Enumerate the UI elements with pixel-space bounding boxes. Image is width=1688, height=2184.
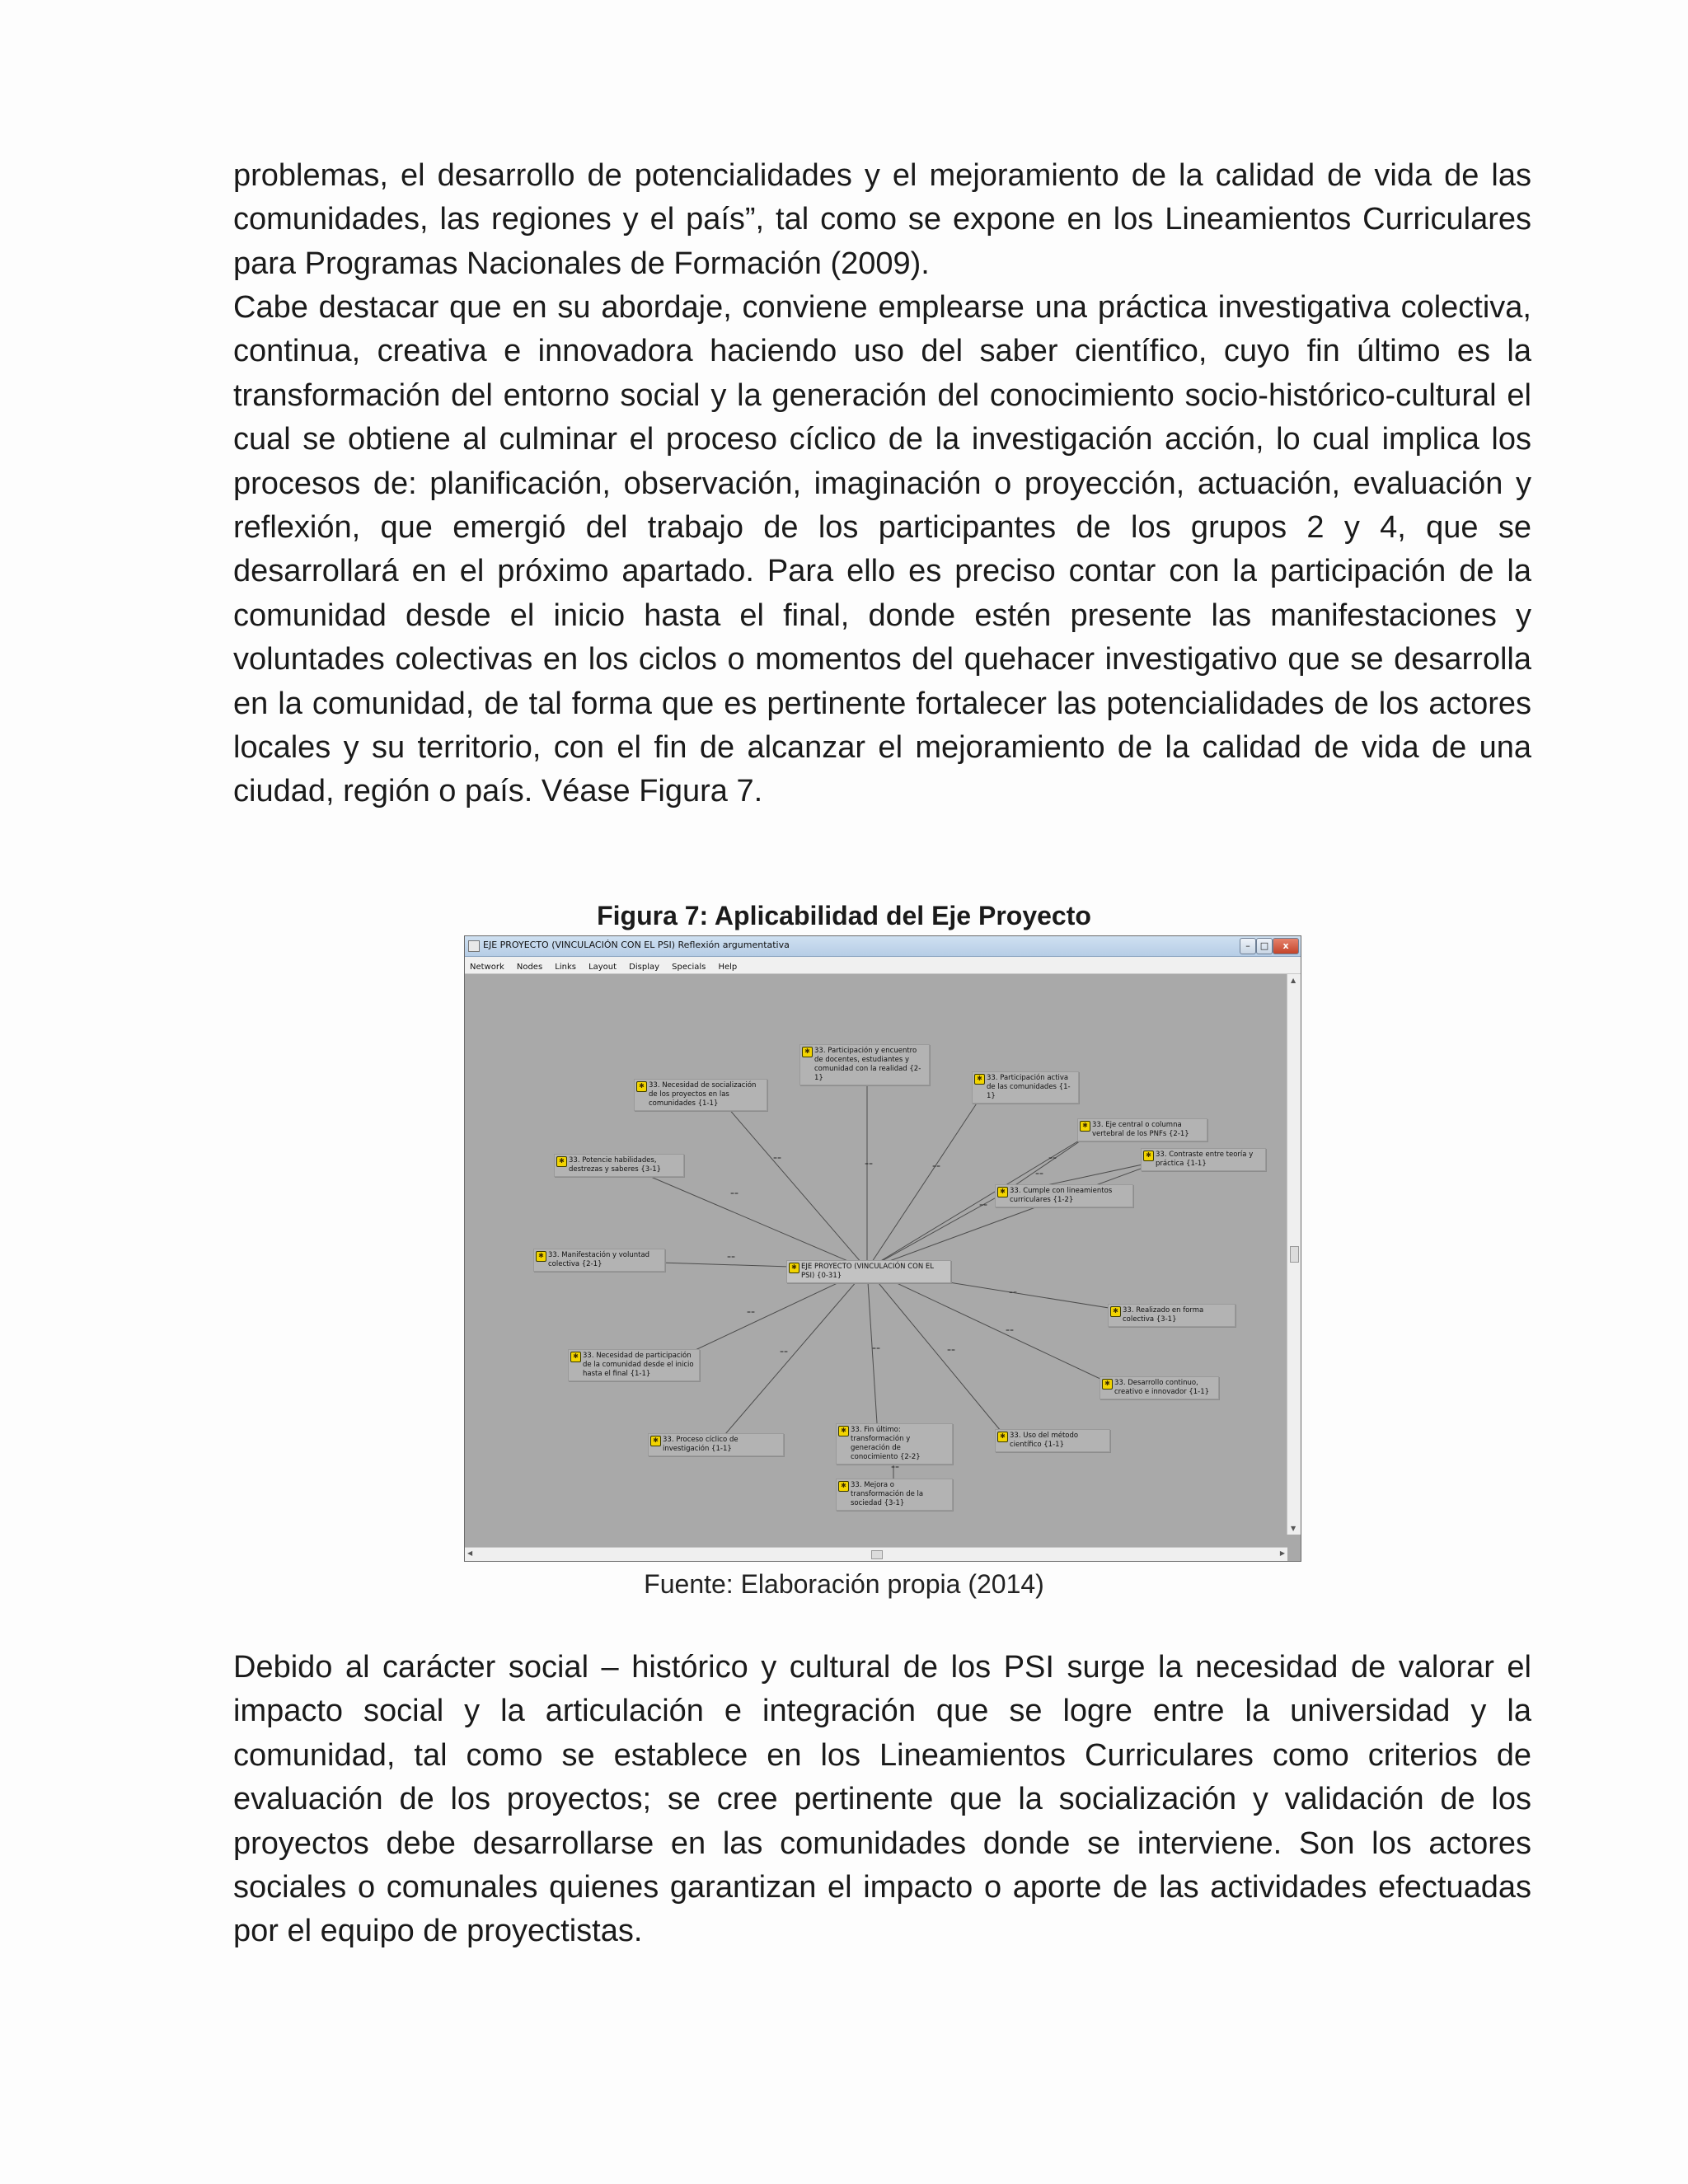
node-contraste[interactable] bbox=[1141, 1148, 1266, 1171]
maximize-button[interactable]: □ bbox=[1256, 938, 1273, 954]
code-node-icon: ✱ bbox=[1102, 1379, 1113, 1390]
minimize-button[interactable]: – bbox=[1240, 938, 1256, 954]
code-node-icon: ✱ bbox=[1080, 1121, 1090, 1132]
code-node-icon: ✱ bbox=[636, 1081, 647, 1092]
code-node-icon: ✱ bbox=[997, 1187, 1008, 1197]
scroll-up-icon[interactable]: ▲ bbox=[1291, 977, 1296, 984]
edge-participacion-activa bbox=[867, 1080, 992, 1269]
code-node-icon: ✱ bbox=[536, 1251, 546, 1262]
node-label: 33. Participación y encuentro de docentes, estudiantes y comunidad con la realidad {2-1} bbox=[814, 1047, 921, 1082]
edge-potencie bbox=[630, 1168, 867, 1269]
node-eje-central[interactable] bbox=[1077, 1118, 1207, 1141]
node-label: 33. Potencie habilidades, destrezas y saberes {3-1} bbox=[569, 1156, 662, 1174]
figure-source: Fuente: Elaboración propia (2014) bbox=[644, 1569, 1044, 1599]
edge-label: == bbox=[1009, 1290, 1018, 1296]
edge-label: == bbox=[1048, 1155, 1057, 1161]
node-fin-ultimo[interactable] bbox=[836, 1423, 953, 1465]
edge-ciclico bbox=[720, 1269, 867, 1440]
code-node-icon: ✱ bbox=[789, 1263, 799, 1273]
node-continuo[interactable] bbox=[1100, 1376, 1219, 1399]
node-label: 33. Cumple con lineamientos curriculares {1-2} bbox=[1010, 1187, 1113, 1204]
node-mejora[interactable] bbox=[836, 1479, 953, 1511]
node-manifestacion[interactable] bbox=[533, 1249, 665, 1272]
paragraph-1: problemas, el desarrollo de potencialidades y el mejoramiento de la calidad de vida de las comunidades, las regiones y el país”, tal como se expone en los Lineamientos Curriculares para Programas Nacionales de Formación (2009). bbox=[233, 158, 1531, 281]
menu-nodes[interactable]: Nodes bbox=[516, 963, 543, 972]
root-node[interactable] bbox=[786, 1260, 951, 1283]
code-node-icon: ✱ bbox=[838, 1426, 849, 1436]
edge-label: == bbox=[865, 1161, 874, 1167]
node-participacion-activa[interactable] bbox=[972, 1071, 1079, 1104]
node-socializacion[interactable] bbox=[634, 1079, 767, 1111]
node-label: 33. Fin último: transformación y generación de conocimiento {2-2} bbox=[851, 1426, 921, 1461]
edge-label: == bbox=[1006, 1328, 1015, 1333]
node-label: 33. Mejora o transformación de la sociedad {3-1} bbox=[851, 1481, 924, 1507]
paragraph-2: Cabe destacar que en su abordaje, conviene emplearse una práctica investigativa colectiva, continua, creativa e innovadora haciendo uso del saber científico, cuyo fin último es la transformación del entorno social y la generación del conocimiento socio-histórico-cultural el cual se obtiene al culminar el proceso cíclico de la investigación acción, lo cual implica los procesos de: planificación, observación, imaginación o proyección, actuación, evaluación y reflexión, que emergió del trabajo de los participantes de los grupos 2 y 4, que se desarrollará en el próximo apartado. Para ello es preciso contar con la participación de la comunidad desde el inicio hasta el final, donde estén presente las manifestaciones y voluntades colectivas en los ciclos o momentos del quehacer investigativo que se desarrolla en la comunidad, de tal forma que es pertinente fortalecer las potencialidades de los actores locales y su territorio, con el fin de alcanzar el mejoramiento de la calidad de vida de una ciudad, región o país. Véase Figura 7. bbox=[233, 290, 1531, 809]
node-label: EJE PROYECTO (VINCULACIÓN CON EL PSI) {0-31} bbox=[801, 1263, 935, 1280]
code-node-icon: ✱ bbox=[838, 1481, 849, 1492]
scroll-right-icon[interactable]: ▶ bbox=[1279, 1549, 1285, 1557]
edge-metodo bbox=[867, 1269, 1005, 1436]
edge-label: == bbox=[1035, 1171, 1044, 1177]
code-node-icon: ✱ bbox=[570, 1352, 581, 1362]
edge-socializacion bbox=[712, 1090, 867, 1269]
code-node-icon: ✱ bbox=[997, 1432, 1008, 1442]
code-node-icon: ✱ bbox=[1110, 1306, 1121, 1317]
node-label: 33. Proceso cíclico de investigación {1-1} bbox=[663, 1436, 738, 1453]
code-node-icon: ✱ bbox=[1143, 1151, 1154, 1161]
code-node-icon: ✱ bbox=[974, 1074, 985, 1085]
node-colectiva[interactable] bbox=[1108, 1304, 1236, 1327]
node-label: 33. Participación activa de las comunidades {1-1} bbox=[987, 1074, 1071, 1100]
edge-label: == bbox=[947, 1347, 956, 1353]
node-label: 33. Necesidad de participación de la comunidad desde el inicio hasta el final {1-1} bbox=[583, 1352, 694, 1378]
edge-label: == bbox=[747, 1310, 756, 1315]
close-button[interactable]: x bbox=[1273, 938, 1299, 954]
node-label: 33. Eje central o columna vertebral de los PNFs {2-1} bbox=[1092, 1121, 1189, 1138]
node-lineamientos[interactable] bbox=[995, 1184, 1133, 1207]
menu-links[interactable]: Links bbox=[555, 963, 576, 972]
paragraph-3: Debido al carácter social – histórico y cultural de los PSI surge la necesidad de valorar el impacto social y la articulación e integración que se logre entre la universidad y la comunidad, tal como se establece en los Lineamientos Curriculares como criterios de evaluación de los proyectos; se cree pertinente que la socialización y validación de los proyectos debe desarrollarse en las comunidades donde se interviene. Son los actores sociales o comunales quienes garantizan el impacto o aporte de las actividades efectuadas por el equipo de proyectistas. bbox=[233, 1650, 1531, 1949]
edge-label: == bbox=[932, 1164, 941, 1169]
node-ciclico[interactable] bbox=[648, 1433, 784, 1456]
node-potencie[interactable] bbox=[554, 1154, 684, 1177]
network-canvas[interactable] bbox=[465, 974, 1287, 1535]
window-title: EJE PROYECTO (VINCULACIÓN CON EL PSI) Reflexión argumentativa bbox=[483, 940, 790, 950]
edge-label: == bbox=[727, 1254, 736, 1260]
menu-specials[interactable]: Specials bbox=[672, 963, 706, 972]
node-label: 33. Contraste entre teoría y práctica {1-1} bbox=[1156, 1151, 1254, 1168]
figure-caption: Figura 7: Aplicabilidad del Eje Proyecto bbox=[597, 901, 1091, 930]
edge-label: == bbox=[773, 1155, 782, 1161]
node-label: 33. Uso del método científico {1-1} bbox=[1010, 1432, 1079, 1449]
node-metodo[interactable] bbox=[995, 1429, 1110, 1452]
code-node-icon: ✱ bbox=[650, 1436, 661, 1446]
horizontal-scrollbar[interactable] bbox=[465, 1547, 1287, 1561]
edge-contraste bbox=[867, 1160, 1165, 1269]
menu-help[interactable]: Help bbox=[718, 963, 738, 972]
scroll-down-icon[interactable]: ▼ bbox=[1291, 1525, 1296, 1532]
menu-network[interactable]: Network bbox=[470, 963, 504, 972]
code-node-icon: ✱ bbox=[556, 1156, 567, 1167]
window-titlebar[interactable] bbox=[465, 936, 1301, 957]
menu-bar bbox=[465, 957, 1301, 974]
horizontal-scroll-thumb[interactable] bbox=[871, 1550, 883, 1559]
vertical-scrollbar[interactable] bbox=[1287, 974, 1301, 1535]
vertical-scroll-thumb[interactable] bbox=[1290, 1246, 1299, 1263]
node-label: 33. Necesidad de socialización de los proyectos en las comunidades {1-1} bbox=[649, 1081, 757, 1108]
edge-label: == bbox=[979, 1202, 988, 1208]
node-participacion-encuentro[interactable] bbox=[799, 1044, 930, 1085]
network-editor-window bbox=[464, 935, 1301, 1562]
node-label: 33. Realizado en forma colectiva {3-1} bbox=[1123, 1306, 1204, 1324]
scroll-left-icon[interactable]: ◀ bbox=[467, 1549, 473, 1557]
code-node-icon: ✱ bbox=[802, 1047, 813, 1057]
edge-continuo bbox=[867, 1269, 1116, 1386]
edge-label: == bbox=[872, 1346, 881, 1352]
node-label: 33. Desarrollo continuo, creativo e innovador {1-1} bbox=[1114, 1379, 1210, 1396]
edge-label: == bbox=[730, 1191, 739, 1197]
app-icon bbox=[468, 940, 480, 952]
node-participacion-comunidad[interactable] bbox=[568, 1349, 700, 1381]
menu-display[interactable]: Display bbox=[629, 963, 660, 972]
edge-label: == bbox=[891, 1465, 900, 1470]
menu-layout[interactable]: Layout bbox=[588, 963, 617, 972]
edge-label: == bbox=[780, 1349, 789, 1355]
node-label: 33. Manifestación y voluntad colectiva {2-1} bbox=[548, 1251, 650, 1268]
